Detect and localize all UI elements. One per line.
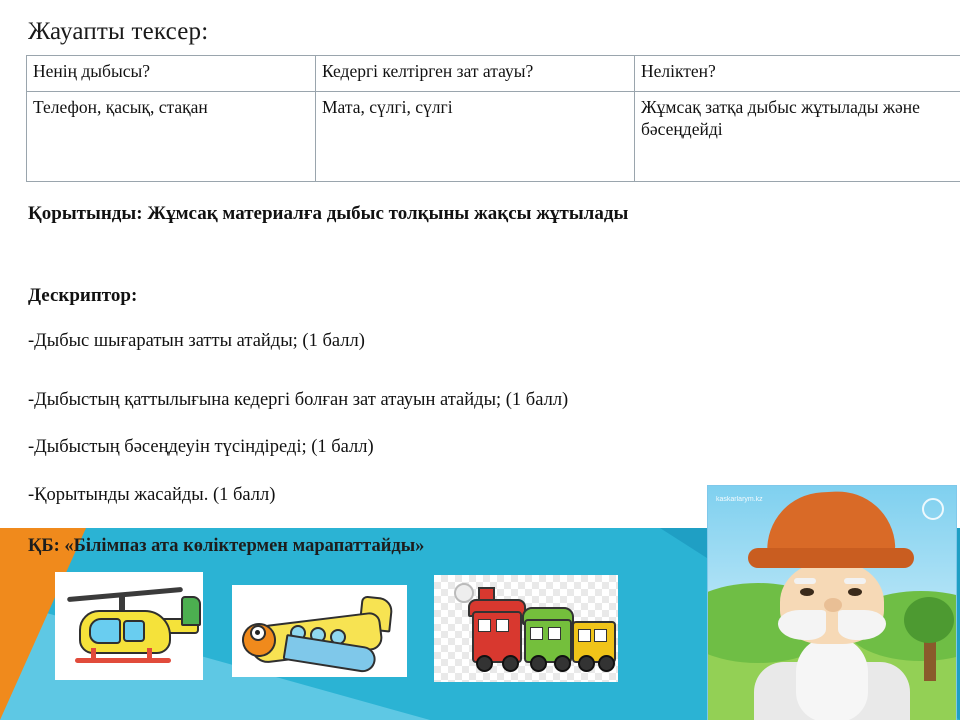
character-caption: kaskarlarym.kz bbox=[716, 496, 763, 503]
train-wheel-3-icon bbox=[530, 655, 547, 672]
train-wheel-1-icon bbox=[476, 655, 493, 672]
descriptor-item-3: -Дыбыстың бәсеңдеуін түсіндіреді; (1 балл) bbox=[28, 437, 374, 457]
banner-text: ҚБ: «Білімпаз ата көліктермен марапаттайды» bbox=[28, 536, 425, 556]
helicopter-skid-icon bbox=[75, 658, 171, 663]
table-cell-sound-source: Телефон, қасық, стақан bbox=[27, 92, 316, 182]
train-window-4-icon bbox=[548, 627, 561, 640]
table-row bbox=[27, 92, 960, 182]
train-window-6-icon bbox=[594, 629, 607, 642]
table-header-cell-2: Кедергі келтірген зат атауы? bbox=[316, 56, 635, 92]
character-illustration bbox=[707, 485, 957, 720]
train-wheel-4-icon bbox=[554, 655, 571, 672]
character-hat-brim bbox=[748, 548, 914, 568]
character-badge-icon bbox=[922, 498, 944, 520]
descriptor-item-4: -Қорытынды жасайды. (1 балл) bbox=[28, 485, 276, 505]
train-illustration bbox=[434, 575, 618, 682]
answer-table bbox=[26, 55, 960, 182]
character-eye-right bbox=[848, 588, 862, 596]
train-window-5-icon bbox=[578, 629, 591, 642]
character-beard bbox=[796, 636, 868, 720]
train-wheel-2-icon bbox=[502, 655, 519, 672]
helicopter-illustration bbox=[55, 572, 203, 680]
helicopter-window-2-icon bbox=[123, 620, 145, 642]
character-eyebrow-right bbox=[844, 578, 866, 584]
character-eyebrow-left bbox=[794, 578, 816, 584]
airplane-pupil-icon bbox=[255, 630, 260, 635]
table-header-cell-1: Ненің дыбысы? bbox=[27, 56, 316, 92]
page-title: Жауапты тексер: bbox=[28, 18, 209, 45]
airplane-illustration bbox=[232, 585, 407, 677]
table-header-cell-3: Неліктен? bbox=[635, 56, 960, 92]
table-cell-reason: Жұмсақ затқа дыбыс жұтылады және бәсеңдейді bbox=[635, 92, 960, 182]
train-window-3-icon bbox=[530, 627, 543, 640]
table-header-row bbox=[27, 56, 960, 92]
character-eye-left bbox=[800, 588, 814, 596]
table-cell-barrier-object: Мата, сүлгі, сүлгі bbox=[316, 92, 635, 182]
conclusion-text: Қорытынды: Жұмсақ материалға дыбыс толқыны жақсы жұтылады bbox=[28, 203, 629, 224]
helicopter-window-icon bbox=[89, 618, 121, 644]
character-tree-foliage bbox=[904, 597, 954, 643]
train-window-2-icon bbox=[496, 619, 509, 632]
train-window-1-icon bbox=[478, 619, 491, 632]
train-wheel-6-icon bbox=[598, 655, 615, 672]
descriptor-item-1: -Дыбыс шығаратын затты атайды; (1 балл) bbox=[28, 331, 365, 351]
helicopter-tailfin-icon bbox=[181, 596, 201, 626]
train-wheel-5-icon bbox=[578, 655, 595, 672]
helicopter-rotor-icon bbox=[67, 587, 183, 602]
descriptor-label: Дескриптор: bbox=[28, 285, 138, 306]
descriptor-item-2: -Дыбыстың қаттылығына кедергі болған зат атауын атайды; (1 балл) bbox=[28, 390, 569, 410]
character-mustache-left bbox=[778, 610, 826, 640]
